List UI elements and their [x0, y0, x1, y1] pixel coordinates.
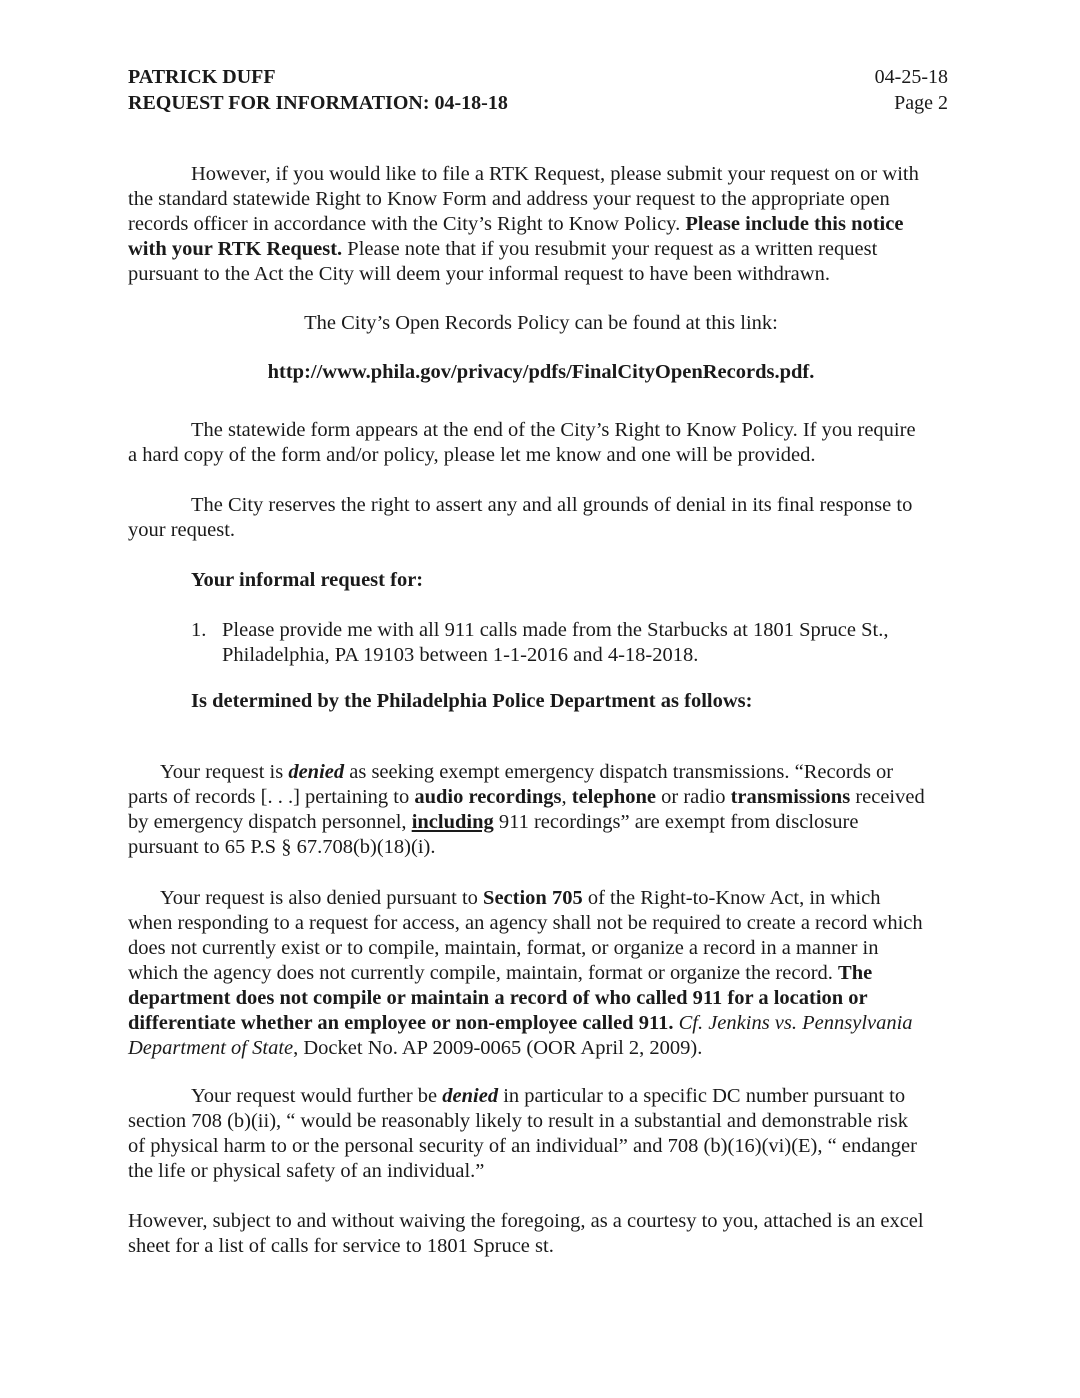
paragraph-rtk-request: However, if you would like to file a RTK Request, please submit your request on or with the standard statewide Right to Know Form and address your request to the appropriate open records officer in accordance with the City’s Right to Know Policy. Please include this notice with your RTK Request. Please note that if you resubmit your request as a written request pursuant to the Act the City will deem your informal request to have been withdrawn. [128, 163, 919, 285]
paragraph-section-705: Your request is also denied pursuant to Section 705 of the Right-to-Know Act, in which when responding to a request for access, an agency shall not be required to create a record which does not currently exist or to compile, maintain, format, or organize a record in a manner in which the agency does not currently compile, maintain, format or organize the record. The department does not compile or maintain a record of who called 911 for a location or differentiate whether an employee or non-employee called 911. Cf. Jenkins vs. Pennsylvania Department of State, Docket No. AP 2009-0065 (OOR April 2, 2009). [128, 887, 923, 1059]
letter-header-left [128, 64, 508, 116]
determination-heading: Is determined by the Philadelphia Police Department as follows: [191, 690, 753, 712]
page-number: Page 2 [894, 92, 948, 114]
paragraph-reserves-right: The City reserves the right to assert any and all grounds of denial in its final response to your request. [128, 494, 913, 541]
paragraph-courtesy: However, subject to and without waiving the foregoing, as a courtesy to you, attached is an excel sheet for a list of calls for service to 1801 Spruce st. [128, 1210, 924, 1257]
paragraph-section-708: Your request would further be denied in particular to a specific DC number pursuant to section 708 (b)(ii), “ would be reasonably likely to result in a substantial and demonstrable risk of physical harm to or the personal security of an individual” and 708 (b)(16)(vi)(E), “ endanger the life or physical safety of an individual.” [128, 1085, 917, 1182]
paragraph-denial-exempt: Your request is denied as seeking exempt emergency dispatch transmissions. “Records or parts of records [. . .] pertaining to audio recordings, telephone or radio transmissions received by emergency dispatch personnel, including 911 recordings” are exempt from disclosure pursuant to 65 P.S § 67.708(b)(18)(i). [128, 761, 925, 858]
letter-date: 04-25-18 [874, 66, 948, 88]
policy-link-intro: The City’s Open Records Policy can be found at this link: [304, 312, 778, 334]
paragraph-statewide-form: The statewide form appears at the end of the City’s Right to Know Policy. If you require a hard copy of the form and/or policy, please let me know and one will be provided. [128, 419, 916, 466]
informal-request-heading: Your informal request for: [191, 569, 424, 591]
recipient-name: PATRICK DUFF [128, 66, 276, 88]
request-subject: REQUEST FOR INFORMATION: 04-18-18 [128, 92, 508, 114]
letter-header-right [875, 64, 948, 116]
policy-url: http://www.phila.gov/privacy/pdfs/FinalCityOpenRecords.pdf. [267, 361, 815, 383]
request-list-item: 1. Please provide me with all 911 calls made from the Starbucks at 1801 Spruce St., Philadelphia, PA 19103 between 1-1-2016 and 4-18-2018. [191, 619, 889, 666]
